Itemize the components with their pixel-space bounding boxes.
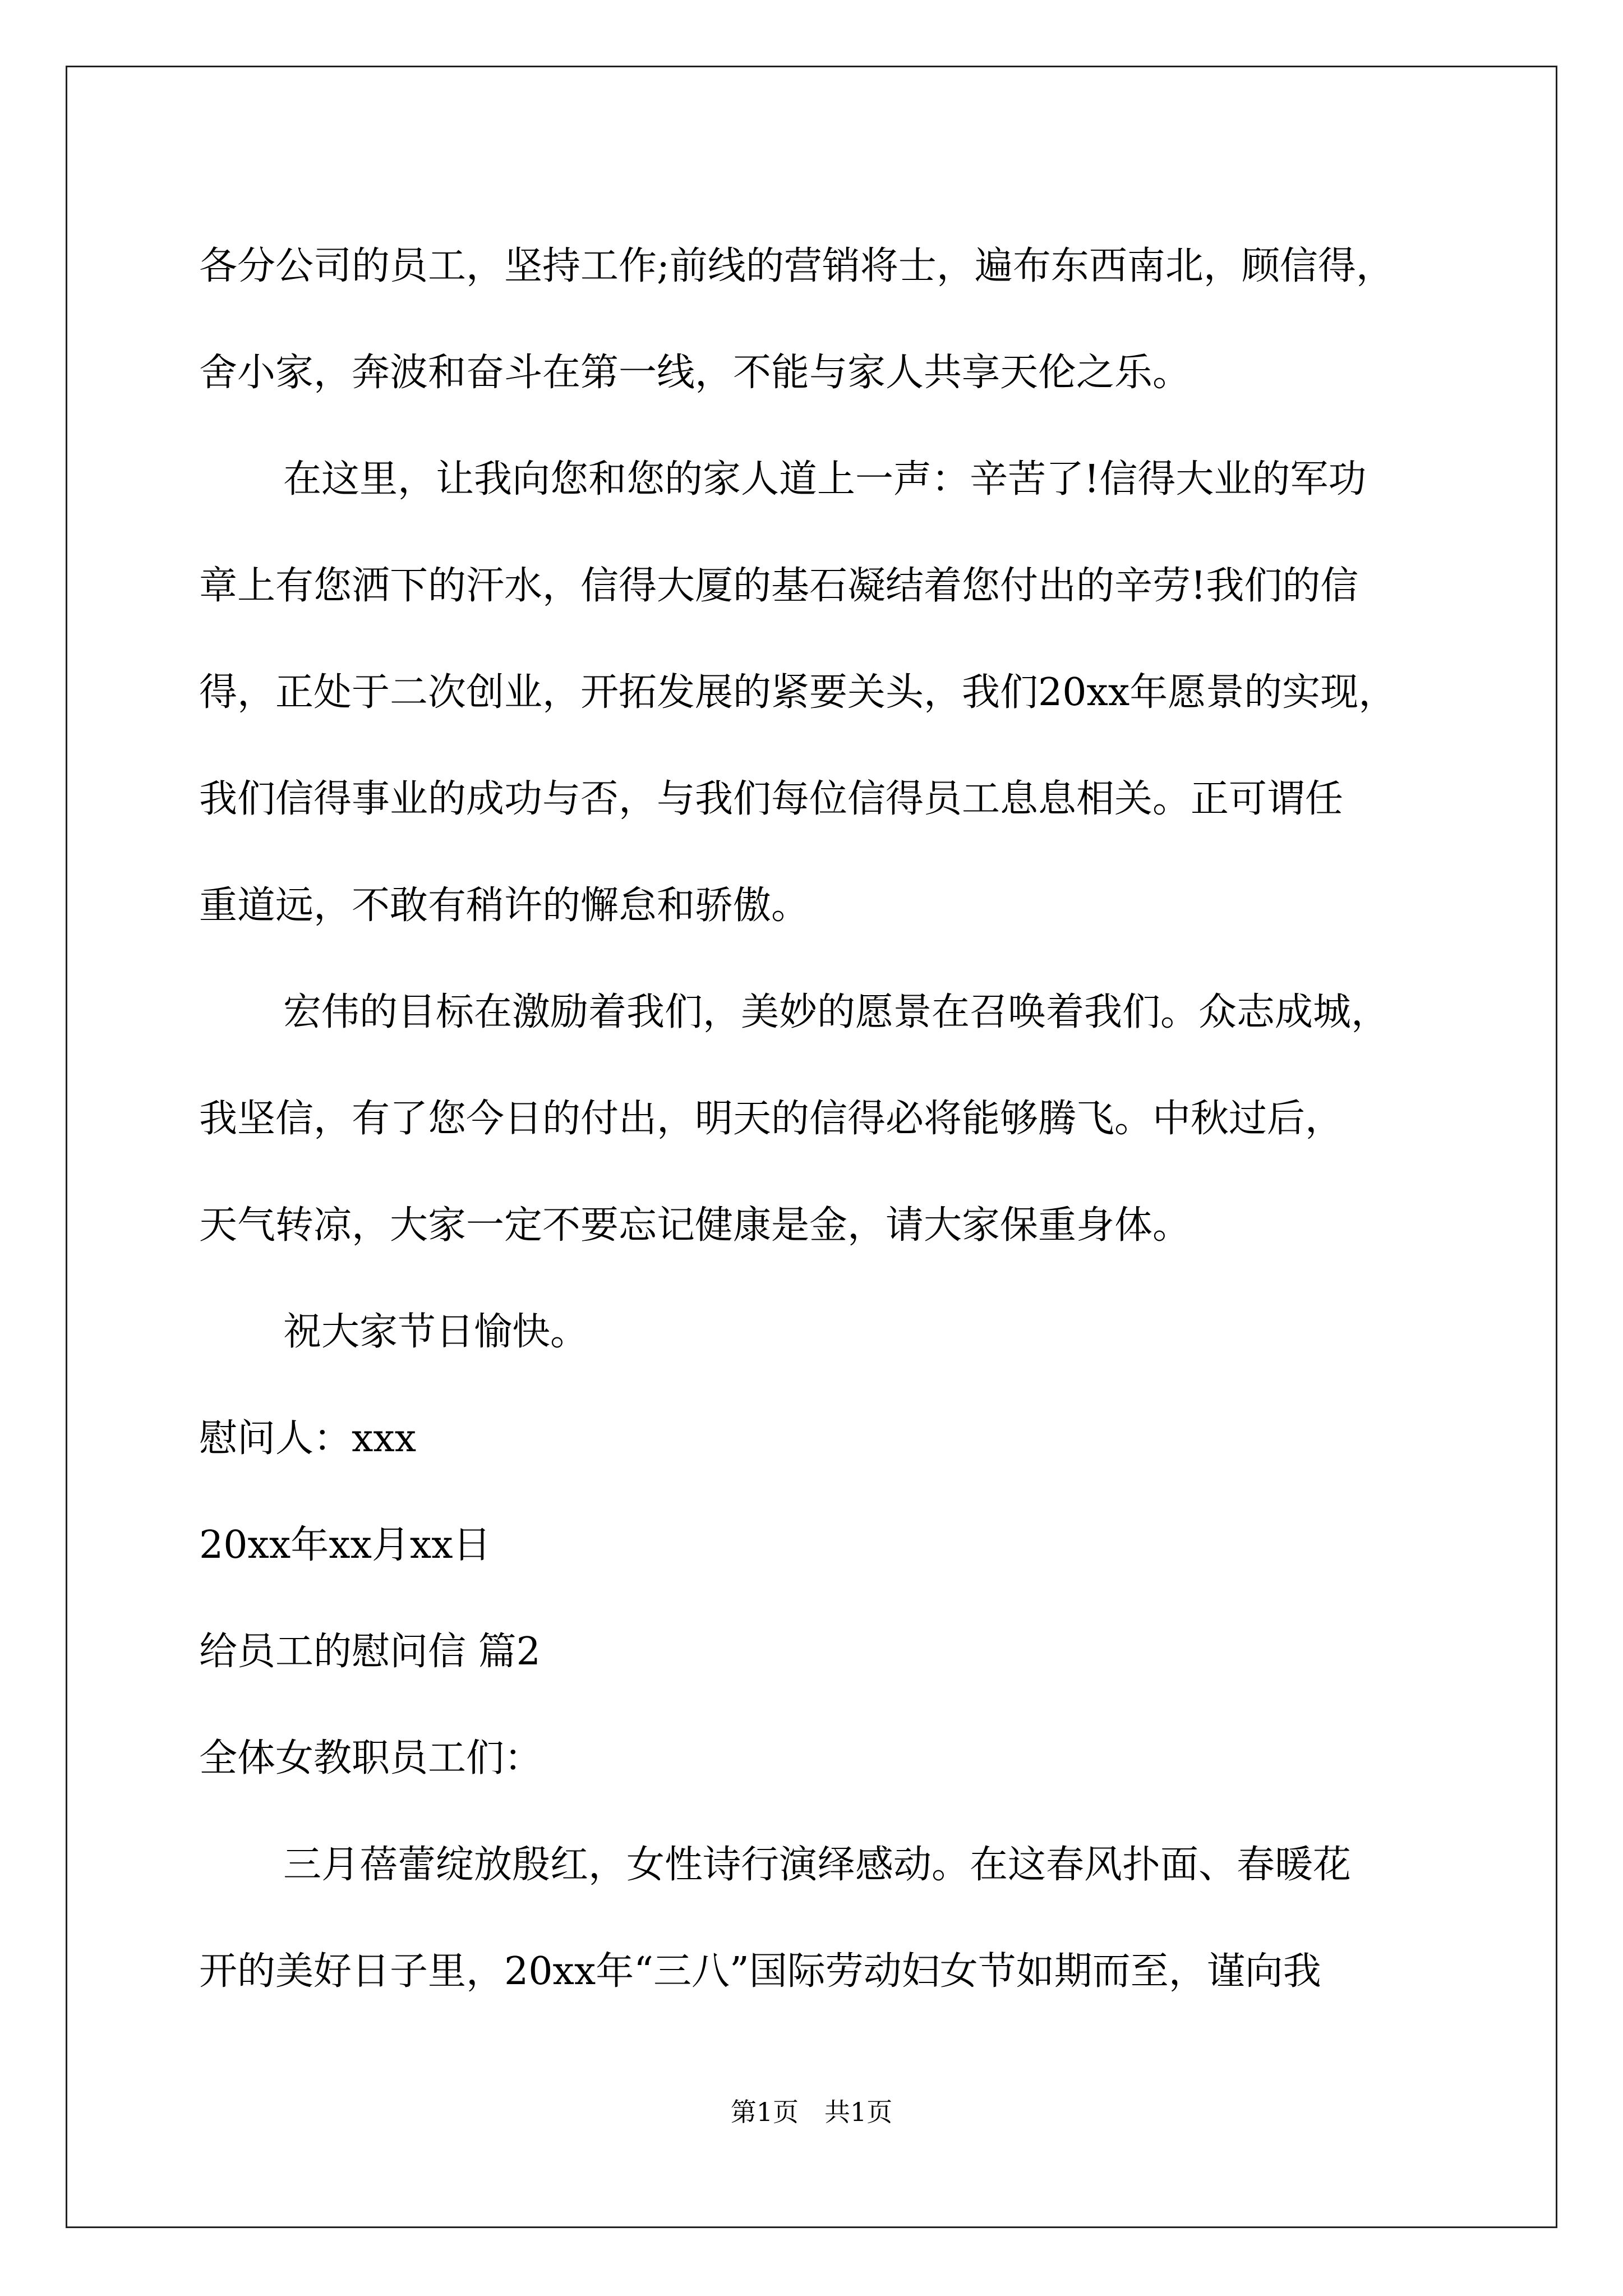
text-line: 我们信得事业的成功与否，与我们每位信得员工息息相关。正可谓任 [199, 777, 1344, 821]
text-line: 舍小家，奔波和奋斗在第一线，不能与家人共享天伦之乐。 [199, 351, 1191, 395]
text-line: 天气转凉，大家一定不要忘记健康是金，请大家保重身体。 [199, 1203, 1191, 1248]
document-body [199, 213, 1461, 2025]
text-line: 祝大家节日愉快。 [283, 1310, 589, 1354]
page-footer: 第1页 共1页 [730, 2097, 893, 2127]
text-line: 得，正处于二次创业，开拓发展的紧要关头，我们20xx年愿景的实现， [199, 670, 1397, 715]
text-line: 章上有您洒下的汗水，信得大厦的基石凝结着您付出的辛劳!我们的信 [199, 564, 1359, 608]
salutation: 全体女教职员工们： [199, 1736, 543, 1780]
text-line: 在这里，让我向您和您的家人道上一声：辛苦了!信得大业的军功 [283, 457, 1367, 501]
text-line: 开的美好日子里，20xx年“三八”国际劳动妇女节如期而至，谨向我 [199, 1949, 1321, 1994]
text-line: 宏伟的目标在激励着我们，美妙的愿景在召唤着我们。众志成城， [283, 990, 1390, 1034]
text-line: 重道远，不敢有稍许的懈怠和骄傲。 [199, 884, 810, 928]
text-line: 我坚信，有了您今日的付出，明天的信得必将能够腾飞。中秋过后， [199, 1097, 1344, 1141]
section-title: 给员工的慰问信 篇2 [199, 1630, 541, 1674]
date-line: 20xx年xx月xx日 [199, 1523, 491, 1567]
text-line: 三月蓓蕾绽放殷红，女性诗行演绎感动。在这春风扑面、春暖花 [283, 1843, 1352, 1887]
signature-line: 慰问人：xxx [199, 1416, 417, 1461]
text-line: 各分公司的员工，坚持工作;前线的营销将士，遍布东西南北，顾信得， [199, 244, 1394, 288]
